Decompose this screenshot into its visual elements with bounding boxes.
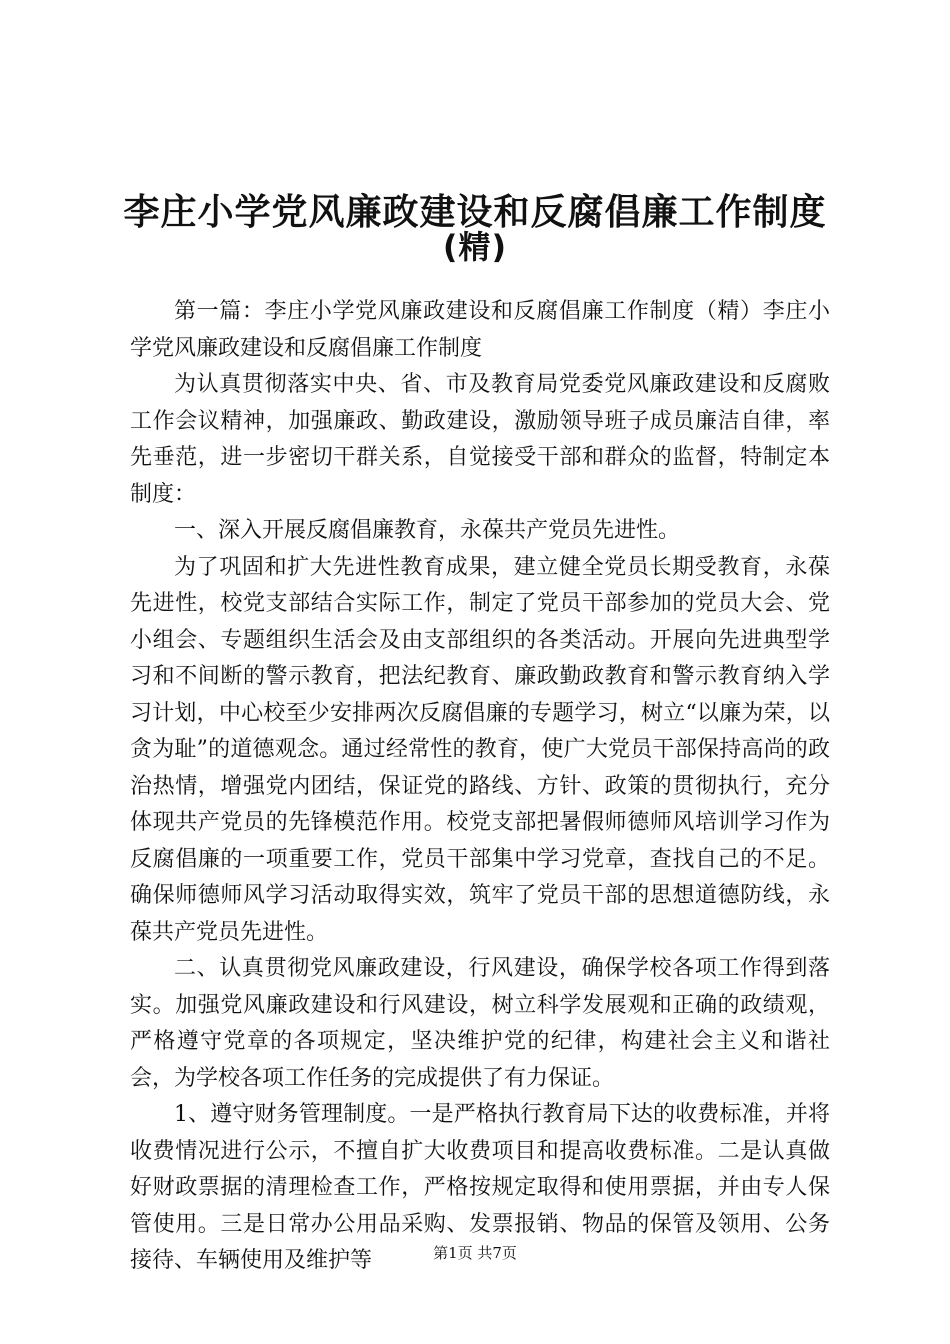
document-title-line1: 李庄小学党风廉政建设和反腐倡廉工作制度: [123, 192, 827, 233]
paragraph-section-2: 二、认真贯彻党风廉政建设，行风建设，确保学校各项工作得到落实。加强党风廉政建设和行风建设，树立科学发展观和正确的政绩观，严格遵守党章的各项规定，坚决维护党的纪律，构建社会主义和谐社会，为学校各项工作任务的完成提供了有力保证。: [130, 956, 830, 1091]
document-body: [130, 294, 830, 1280]
page-footer: 第1页 共7页: [433, 1244, 517, 1262]
document-title-line2: (精): [442, 228, 508, 266]
paragraph-intro: 第一篇：李庄小学党风廉政建设和反腐倡廉工作制度（精）李庄小学党风廉政建设和反腐倡廉工作制度: [130, 299, 830, 361]
paragraph-section-1: 为了巩固和扩大先进性教育成果，建立健全党员长期受教育，永葆先进性，校党支部结合实际工作，制定了党员干部参加的党员大会、党小组会、专题组织生活会及由支部组织的各类活动。开展向先进典型学习和不间断的警示教育，把法纪教育、廉政勤政教育和警示教育纳入学习计划，中心校至少安排两次反腐倡廉的专题学习，树立“以廉为荣，以贪为耻”的道德观念。通过经常性的教育，使广大党员干部保持高尚的政治热情，增强党内团结，保证党的路线、方针、政策的贯彻执行，充分体现共产党员的先锋模范作用。校党支部把暑假师德师风培训学习作为反腐倡廉的一项重要工作，党员干部集中学习党章，查找自己的不足。确保师德师风学习活动取得实效，筑牢了党员干部的思想道德防线，永葆共产党员先进性。: [130, 554, 830, 945]
section-heading-1: 一、深入开展反腐倡廉教育，永葆共产党员先进性。: [174, 518, 681, 543]
paragraph-item-1: 1、遵守财务管理制度。一是严格执行教育局下达的收费标准，并将收费情况进行公示，不擅自扩大收费项目和提高收费标准。二是认真做好财政票据的清理检查工作，严格按规定取得和使用票据，并由专人保管使用。三是日常办公用品采购、发票报销、物品的保管及领用、公务接待、车辆使用及维护等: [130, 1102, 830, 1273]
paragraph-purpose: 为认真贯彻落实中央、省、市及教育局党委党风廉政建设和反腐败工作会议精神，加强廉政、勤政建设，激励领导班子成员廉洁自律，率先垂范，进一步密切干群关系，自觉接受干部和群众的监督，特制定本制度：: [130, 372, 830, 507]
